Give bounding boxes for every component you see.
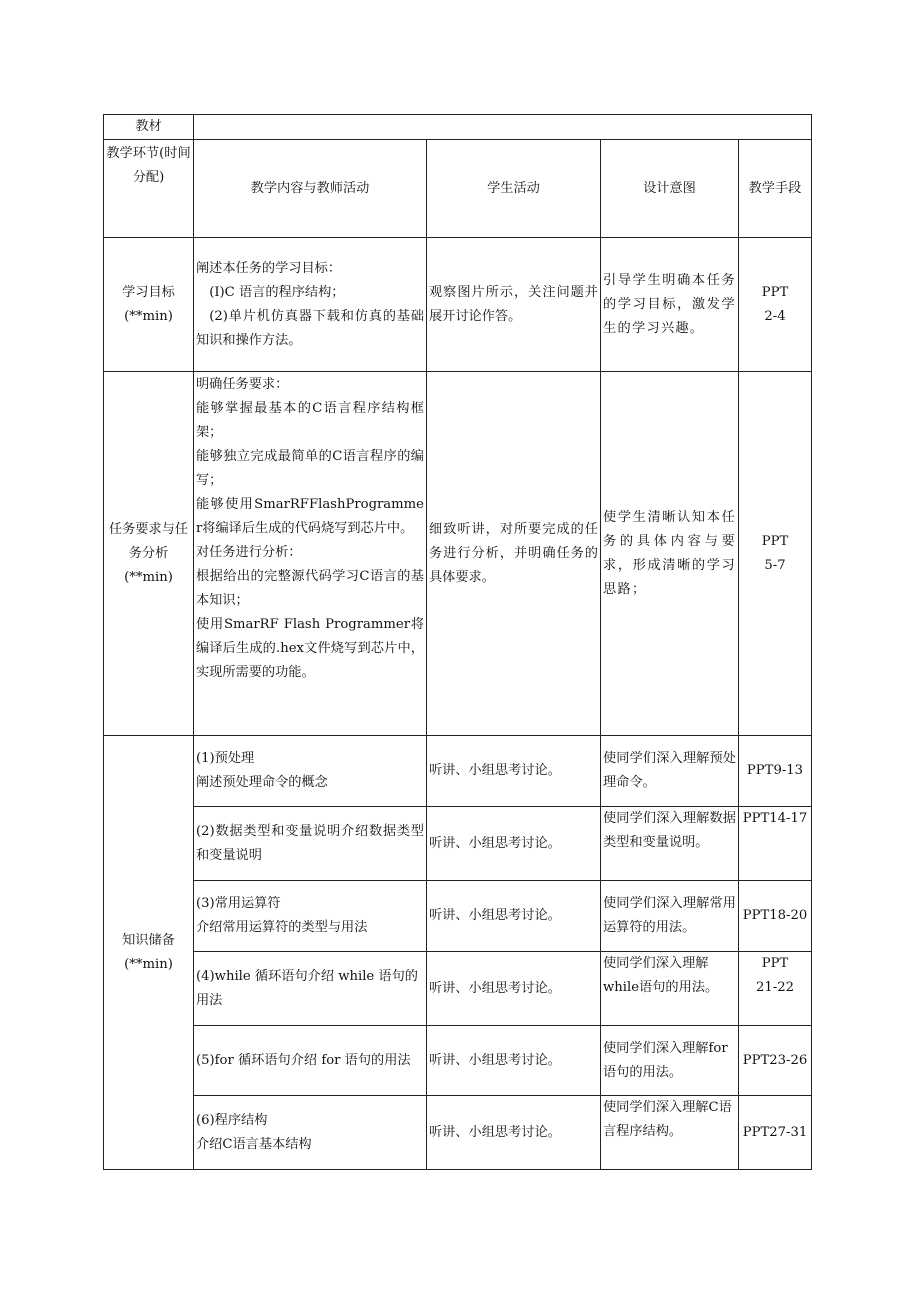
task-stage-label: 任务要求与任务分析	[108, 521, 189, 561]
task-content	[194, 372, 427, 736]
task-stage	[104, 372, 194, 736]
knowledge-item-line: 介绍常用运算符的类型与用法	[196, 920, 368, 935]
knowledge-item-student: 听讲、小组思考讨论。	[427, 1026, 601, 1096]
knowledge-item-means	[739, 952, 812, 1026]
task-content-line: 使用SmarRF Flash Programmer将编译后生成的.hex文件烧写到芯片中，实现所需要的功能。	[196, 617, 424, 680]
task-content-line: 根据给出的完整源代码学习C语言的基本知识；	[196, 569, 424, 608]
knowledge-item-line: 阐述预处理命令的概念	[196, 775, 328, 790]
knowledge-item-line: (3)常用运算符	[196, 896, 281, 911]
task-means	[739, 372, 812, 736]
goals-content	[194, 238, 427, 372]
col-stage-header: 教学环节(时间分配)	[104, 140, 194, 238]
task-row	[104, 372, 812, 736]
knowledge-stage-label: 知识储备	[122, 932, 175, 948]
task-content-line: 明确任务要求：	[196, 377, 289, 392]
goals-student-activity: 观察图片所示，关注问题并展开讨论作答。	[427, 238, 601, 372]
knowledge-item-student: 听讲、小组思考讨论。	[427, 807, 601, 881]
knowledge-item-design: 使同学们深入理解预处理命令。	[601, 736, 739, 807]
knowledge-item-design: 使同学们深入理解数据类型和变量说明。	[601, 807, 739, 881]
knowledge-item-line: (6)程序结构	[196, 1112, 268, 1128]
knowledge-stage	[104, 736, 194, 1170]
knowledge-item-means: PPT23-26	[739, 1026, 812, 1096]
task-content-line: 能够使用SmarRFFlashProgrammer将编译后生成的代码烧写到芯片中。	[196, 497, 424, 536]
knowledge-item-content	[194, 736, 427, 807]
task-means-line: 5-7	[764, 557, 786, 573]
goals-content-line: 阐述本任务的学习目标：	[196, 260, 342, 276]
goals-means-line: 2-4	[764, 308, 786, 324]
task-student-activity: 细致听讲，对所要完成的任务进行分析，并明确任务的具体要求。	[427, 372, 601, 736]
task-content-line: 对任务进行分析：	[196, 545, 302, 560]
textbook-label: 教材	[104, 115, 194, 140]
knowledge-item-means: PPT18-20	[739, 881, 812, 952]
lesson-plan-table	[103, 114, 812, 1170]
knowledge-stage-time: (**min)	[124, 956, 173, 972]
knowledge-item-student: 听讲、小组思考讨论。	[427, 1096, 601, 1170]
knowledge-item-means: PPT27-31	[739, 1096, 812, 1170]
goals-stage-time: (**min)	[124, 308, 173, 324]
task-means-line: PPT	[761, 533, 789, 549]
knowledge-item-line: (1)预处理	[196, 751, 255, 766]
col-student-header: 学生活动	[427, 140, 601, 238]
knowledge-item-content	[194, 881, 427, 952]
task-design-intent: 使学生清晰认知本任务的具体内容与要求，形成清晰的学习思路；	[601, 372, 739, 736]
knowledge-item-row	[104, 1096, 812, 1170]
knowledge-item-row	[104, 1026, 812, 1096]
goals-content-line: (I)C 语言的程序结构；	[209, 284, 345, 300]
knowledge-item-means-line: PPT	[761, 956, 789, 971]
knowledge-item-content: (5)for 循环语句介绍 for 语句的用法	[194, 1026, 427, 1096]
col-content-header: 教学内容与教师活动	[194, 140, 427, 238]
knowledge-item-content	[194, 1096, 427, 1170]
knowledge-item-line: 介绍C语言基本结构	[196, 1136, 312, 1152]
knowledge-item-row	[104, 952, 812, 1026]
knowledge-item-means: PPT9-13	[739, 736, 812, 807]
knowledge-item-student: 听讲、小组思考讨论。	[427, 881, 601, 952]
column-header-row	[104, 140, 812, 238]
textbook-value	[194, 115, 812, 140]
goals-means	[739, 238, 812, 372]
knowledge-item-design: 使同学们深入理解常用运算符的用法。	[601, 881, 739, 952]
knowledge-item-design: 使同学们深入理解C语言程序结构。	[601, 1096, 739, 1170]
goals-stage-label: 学习目标	[122, 284, 175, 300]
task-content-line: 能够独立完成最简单的C语言程序的编写；	[196, 449, 424, 488]
col-design-header: 设计意图	[601, 140, 739, 238]
knowledge-item-content: (2)数据类型和变量说明介绍数据类型和变量说明	[194, 807, 427, 881]
textbook-row	[104, 115, 812, 140]
knowledge-item-student: 听讲、小组思考讨论。	[427, 952, 601, 1026]
goals-means-line: PPT	[761, 284, 789, 300]
goals-stage	[104, 238, 194, 372]
knowledge-item-row	[104, 881, 812, 952]
knowledge-item-row	[104, 736, 812, 807]
knowledge-item-design: 使同学们深入理解for语句的用法。	[601, 1026, 739, 1096]
col-means-header: 教学手段	[739, 140, 812, 238]
knowledge-item-means: PPT14-17	[739, 807, 812, 881]
task-stage-time: (**min)	[124, 569, 173, 585]
task-content-clip	[196, 373, 424, 734]
lesson-plan-page	[103, 114, 811, 1170]
knowledge-item-row	[104, 807, 812, 881]
task-content-line: 能够掌握最基本的C语言程序结构框架；	[196, 401, 424, 440]
goals-content-line: (2)单片机仿真器下载和仿真的基础知识和操作方法。	[196, 308, 424, 348]
knowledge-item-content: (4)while 循环语句介绍 while 语句的用法	[194, 952, 427, 1026]
goals-design-intent: 引导学生明确本任务的学习目标，激发学生的学习兴趣。	[601, 238, 739, 372]
knowledge-item-means-line: 21-22	[755, 980, 795, 995]
knowledge-item-design: 使同学们深入理解while语句的用法。	[601, 952, 739, 1026]
knowledge-item-student: 听讲、小组思考讨论。	[427, 736, 601, 807]
goals-row	[104, 238, 812, 372]
